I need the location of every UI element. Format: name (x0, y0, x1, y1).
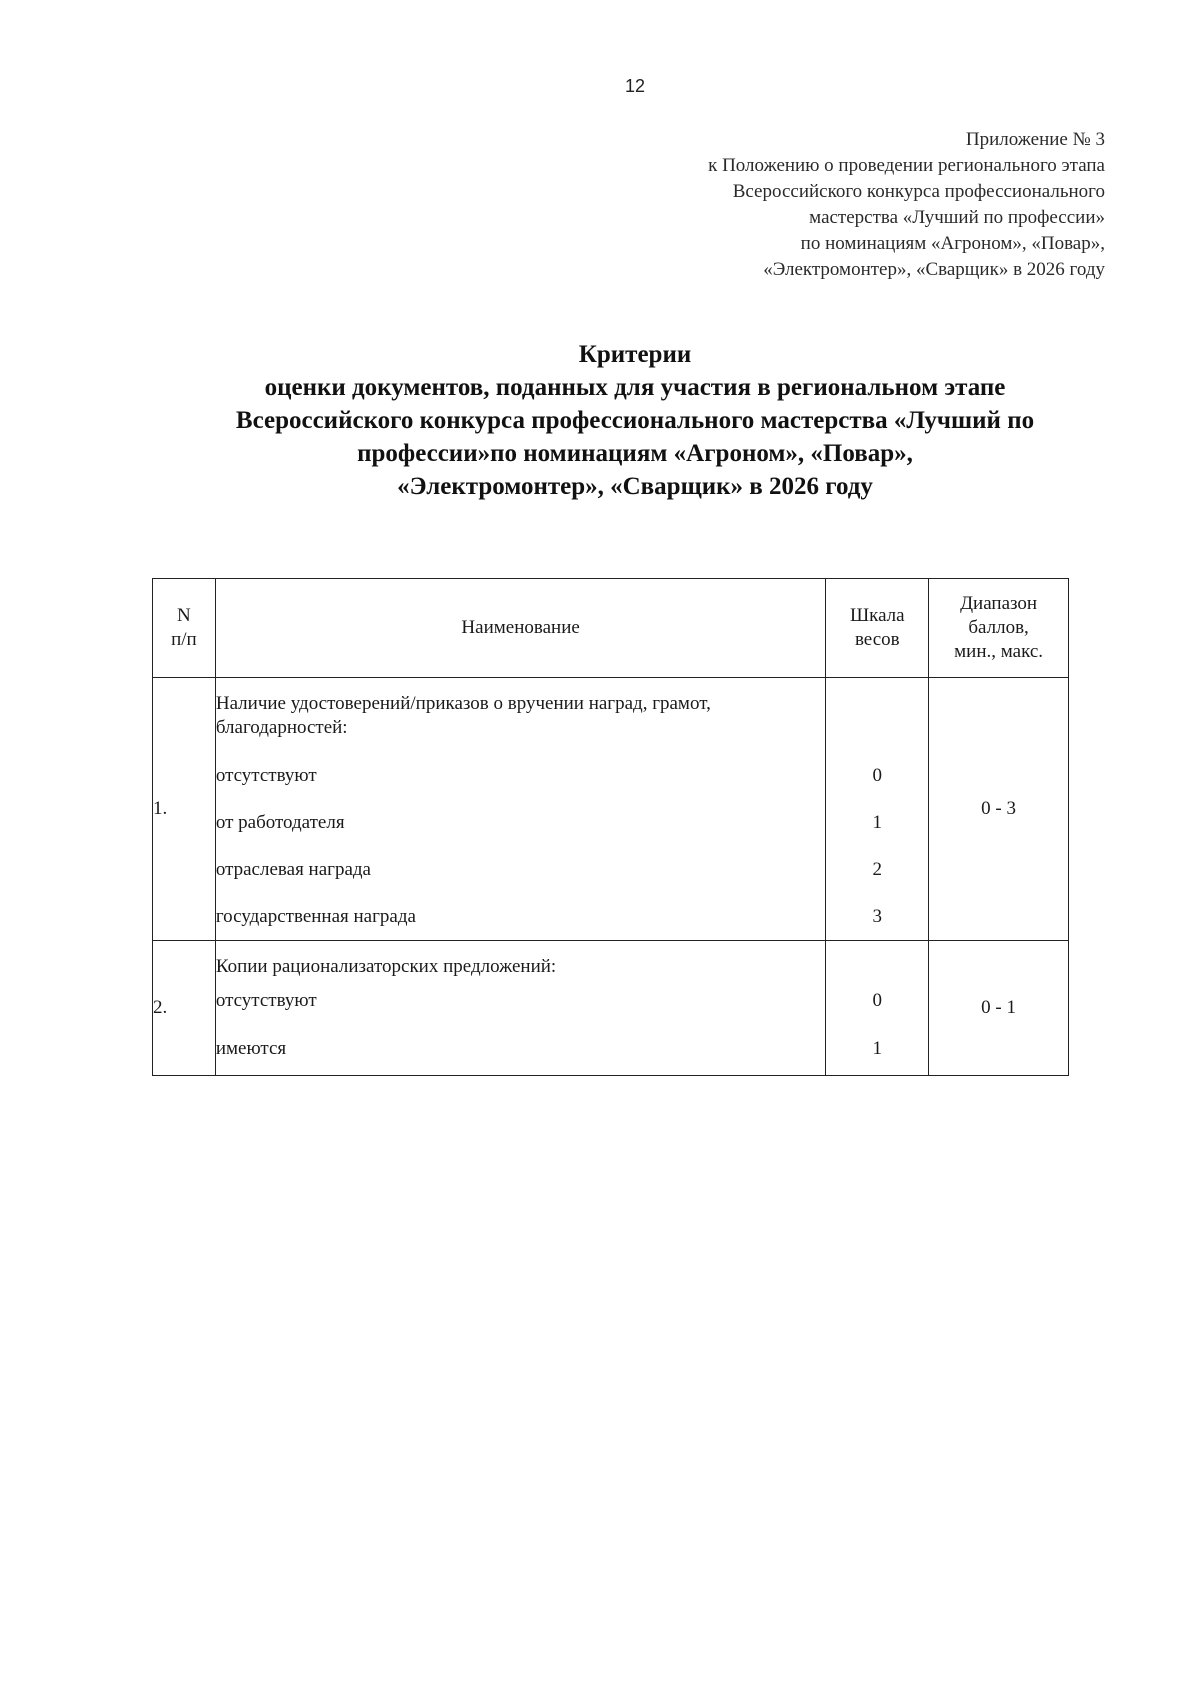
row-name-cell (215, 678, 826, 941)
item-weight: 3 (872, 906, 883, 927)
item-label: имеются (215, 1038, 287, 1059)
item-label: отраслевая награда (215, 859, 371, 880)
row-heading-line: Наличие удостоверений/приказов о вручении наград, грамот, (215, 693, 711, 714)
header-weight-line: Шкала (849, 605, 905, 626)
appendix-line: Всероссийского конкурса профессионального (732, 181, 1105, 202)
title-line: Всероссийского конкурса профессионального мастерства «Лучший по (235, 407, 1035, 434)
row-heading (216, 678, 826, 752)
spacer (826, 941, 928, 955)
item-weight: 0 (872, 765, 883, 786)
item-weight: 1 (872, 1038, 883, 1059)
table-header-row (153, 579, 1069, 678)
header-name: Наименование (215, 579, 826, 678)
spacer (826, 955, 928, 989)
row-heading-line: Копии рационализаторских предложений: (215, 956, 557, 977)
table-row (153, 678, 1069, 941)
row-number: 2. (153, 941, 216, 1076)
row-weight-cell (826, 678, 929, 941)
spacer (826, 678, 928, 692)
header-weight-line: весов (854, 629, 900, 650)
appendix-line: к Положению о проведении регионального этапа (708, 155, 1105, 176)
row-heading-line: благодарностей: (215, 717, 348, 738)
item-weight: 2 (872, 859, 883, 880)
appendix-line: мастерства «Лучший по профессии» (809, 207, 1105, 228)
title-line: оценки документов, поданных для участия в региональном этапе (264, 374, 1006, 401)
row-range: 0 - 3 (929, 678, 1069, 941)
header-range-line: баллов, (968, 617, 1029, 638)
title-line: профессии»по номинациям «Агроном», «Повар», (357, 440, 913, 467)
header-num-line: п/п (171, 629, 197, 650)
header-num-line: N (177, 605, 191, 626)
appendix-line: «Электромонтер», «Сварщик» в 2026 году (763, 259, 1105, 280)
item-label: государственная награда (215, 906, 416, 927)
row-range: 0 - 1 (929, 941, 1069, 1076)
row-number: 1. (153, 678, 216, 941)
item-weight: 1 (872, 812, 883, 833)
title-line: Критерии (578, 341, 692, 368)
title-line: «Электромонтер», «Сварщик» в 2026 году (397, 473, 873, 500)
spacer (826, 692, 928, 752)
appendix-line: по номинациям «Агроном», «Повар», (800, 233, 1105, 254)
item-label: отсутствуют (215, 765, 317, 786)
item-label: отсутствуют (215, 990, 317, 1011)
item-weight: 0 (872, 990, 883, 1011)
header-num (153, 579, 216, 678)
header-range (929, 579, 1069, 678)
item-label: от работодателя (215, 812, 345, 833)
header-weight (826, 579, 929, 678)
appendix-header (505, 127, 1105, 283)
row-weight-cell (826, 941, 929, 1076)
row-heading (216, 941, 826, 989)
row-name-cell (215, 941, 826, 1076)
header-range-line: мин., макс. (954, 641, 1044, 662)
criteria-table (152, 578, 1069, 1076)
appendix-line: Приложение № 3 (965, 129, 1105, 150)
table-row (153, 941, 1069, 1076)
document-title (140, 338, 1130, 503)
page-number: 12 (624, 76, 646, 96)
header-range-line: Диапазон (960, 593, 1038, 614)
